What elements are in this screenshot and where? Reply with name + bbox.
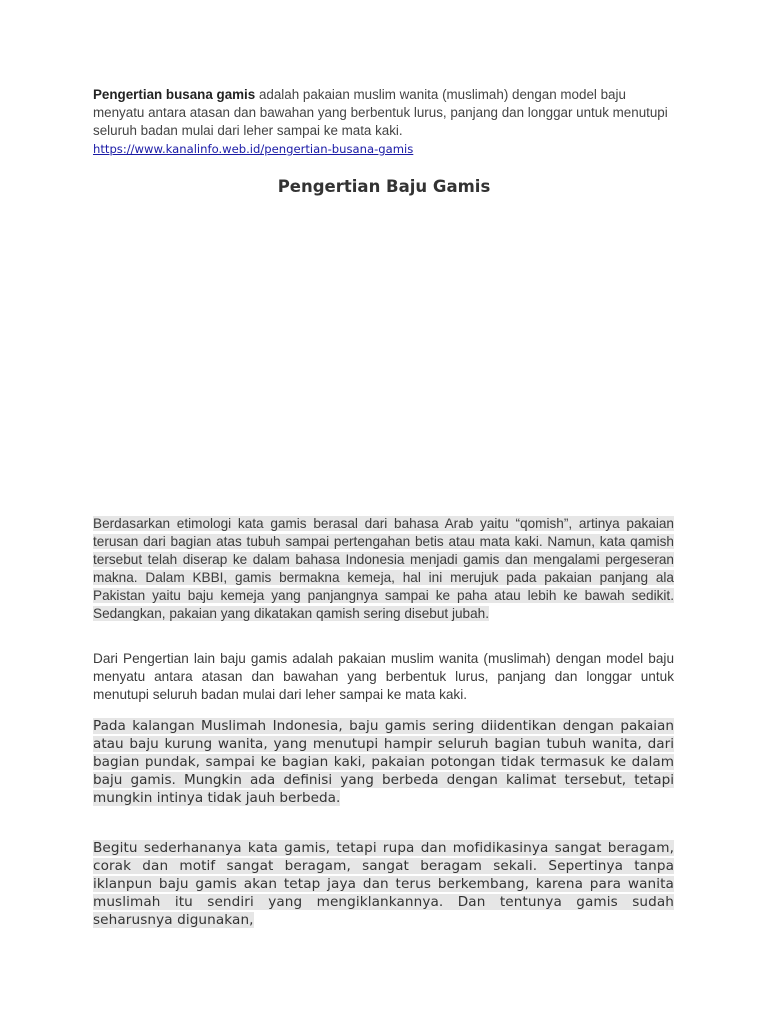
paragraph-muslimah-indonesia-text: Pada kalangan Muslimah Indonesia, baju gamis sering diidentikan dengan pakaian atau baju kurung wanita, yang menutupi hampir seluruh bagian tubuh wanita, dari bagian pundak, sampai ke bagian kaki, pakaian potongan tidak termasuk ke dalam baju gamis. Mungkin ada definisi yang berbeda dengan kalimat tersebut, tetapi mungkin intinya tidak jauh berbeda. [93, 718, 674, 806]
intro-term: Pengertian busana gamis [93, 87, 256, 102]
source-link[interactable]: https://www.kanalinfo.web.id/pengertian-busana-gamis [93, 142, 414, 156]
page-title: Pengertian Baju Gamis [277, 177, 491, 196]
intro-paragraph [93, 86, 673, 140]
paragraph-pengertian-lain: Dari Pengertian lain baju gamis adalah pakaian muslim wanita (muslimah) dengan model baju menyatu antara atasan dan bawahan yang berbentuk lurus, panjang dan longgar untuk menutupi seluruh badan mulai dari leher sampai ke mata kaki. [93, 651, 674, 702]
paragraph-sederhana [93, 839, 674, 929]
paragraph-muslimah-indonesia [93, 717, 674, 807]
intro-definition: adalah pakaian muslim wanita (muslimah) dengan model baju menyatu antara atasan dan bawahan yang berbentuk lurus, panjang dan longgar untuk menutupi seluruh badan mulai dari leher sampai ke mata kaki. [93, 87, 668, 138]
paragraph-etimologi-text: Berdasarkan etimologi kata gamis berasal dari bahasa Arab yaitu “qomish”, artinya pakaian terusan dari bagian atas tubuh sampai pertengahan betis atau mata kaki. Namun, kata qamish tersebut telah diserap ke dalam bahasa Indonesia menjadi gamis dan mengalami pergeseran makna. Dalam KBBI, gamis bermakna kemeja, hal ini merujuk pada pakaian panjang ala Pakistan yaitu baju kemeja yang panjangnya sampai ke paha atau lebih ke bawah sedikit. Sedangkan, pakaian yang dikatakan qamish sering disebut jubah. [93, 516, 674, 621]
paragraph-etimologi [93, 515, 674, 623]
paragraph-sederhana-text: Begitu sederhananya kata gamis, tetapi rupa dan mofidikasinya sangat beragam, corak dan motif sangat beragam, sangat beragam sekali. Sepertinya tanpa iklanpun baju gamis akan tetap jaya dan terus berkembang, karena para wanita muslimah itu sendiri yang mengiklankannya. Dan tentunya gamis sudah seharusnya digunakan, [93, 840, 674, 928]
